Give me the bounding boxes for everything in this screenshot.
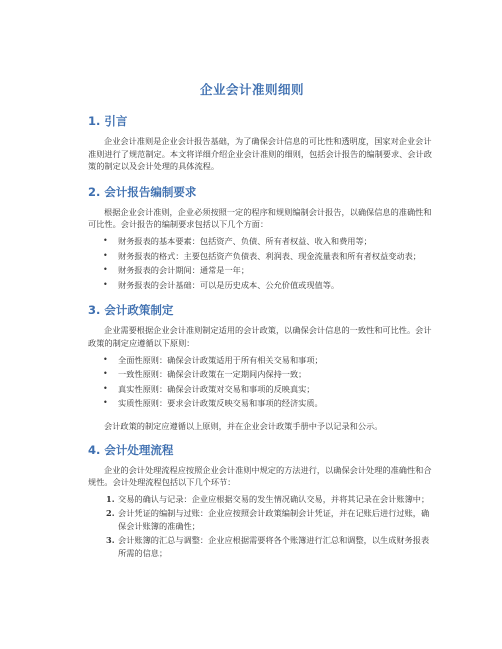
section-paragraph: 企业会计准则是企业会计报告基础，为了确保会计信息的可比性和透明度，国家对企业会计准则进行了规范制定。本文将详细介绍企业会计准则的细则，包括会计报告的编制要求、会计政策的制定以及会计处理的具体流程。 [88, 136, 432, 172]
bullet-icon: • [103, 398, 108, 408]
list-item: • 实质性原则：要求会计政策反映交易和事项的经济实质。 [103, 398, 323, 409]
list-item: • 全面性原则：确保会计政策适用于所有相关交易和事项； [103, 354, 323, 365]
bullet-icon: • [103, 369, 108, 379]
section-heading: 2. 会计报告编制要求 [88, 184, 197, 199]
section-report-requirements [88, 185, 436, 292]
section-heading: 1. 引言 [88, 114, 128, 128]
list-item: • 财务报表的会计期间：通常是一年； [103, 265, 250, 276]
section-accounting-policy [88, 303, 436, 432]
section-closing-paragraph: 会计政策的制定应遵循以上原则，并在企业会计政策手册中予以记录和公示。 [104, 420, 383, 431]
bullet-list [88, 235, 436, 291]
bullet-list [88, 354, 436, 410]
bullet-icon: • [103, 279, 108, 289]
bullet-icon: • [103, 265, 108, 275]
document-title: 企业会计准则细则 [199, 82, 304, 97]
list-item: • 财务报表的基本要素：包括资产、负债、所有者权益、收入和费用等； [103, 235, 372, 246]
list-item: • 财务报表的会计基础：可以是历史成本、公允价值或现值等。 [103, 279, 340, 290]
step-number: 2. [106, 508, 115, 519]
bullet-icon: • [103, 354, 108, 364]
list-item: • 一致性原则：确保会计政策在一定期间内保持一致； [103, 369, 307, 380]
list-item: 2. 会计凭证的编制与过账：企业应按照会计政策编制会计凭证，并在记账后进行过账，确保会计账簿的准确性； [106, 508, 430, 531]
step-number: 1. [106, 493, 115, 504]
section-heading: 3. 会计政策制定 [88, 303, 174, 318]
list-item: 1. 交易的确认与记录：企业应根据交易的发生情况确认交易，并将其记录在会计账簿中； [106, 493, 430, 504]
list-item: • 财务报表的格式：主要包括资产负债表、利润表、现金流量表和所有者权益变动表； [103, 250, 421, 261]
section-paragraph: 根据企业会计准则，企业必须按照一定的程序和规则编制会计报告，以确保信息的准确性和可比性。会计报告的编制要求包括以下几个方面： [88, 206, 432, 230]
section-accounting-process [88, 443, 436, 560]
section-introduction [88, 114, 436, 173]
section-paragraph: 企业需要根据企业会计准则制定适用的会计政策，以确保会计信息的一致性和可比性。会计政策的制定应遵循以下原则： [88, 325, 432, 348]
bullet-icon: • [103, 250, 108, 260]
section-paragraph: 企业的会计处理流程应按照企业会计准则中规定的方法进行，以确保会计处理的准确性和合规性。会计处理流程包括以下几个环节： [88, 464, 432, 488]
list-item: • 真实性原则：确保会计政策对交易和事项的反映真实； [103, 383, 315, 394]
bullet-icon: • [103, 383, 108, 393]
step-number: 3. [106, 535, 115, 546]
bullet-icon: • [103, 235, 108, 245]
numbered-list [88, 493, 436, 560]
list-item: 3. 会计账簿的汇总与调整：企业应根据需要将各个账簿进行汇总和调整，以生成财务报表所需的信息； [106, 535, 430, 559]
section-heading: 4. 会计处理流程 [88, 442, 174, 457]
